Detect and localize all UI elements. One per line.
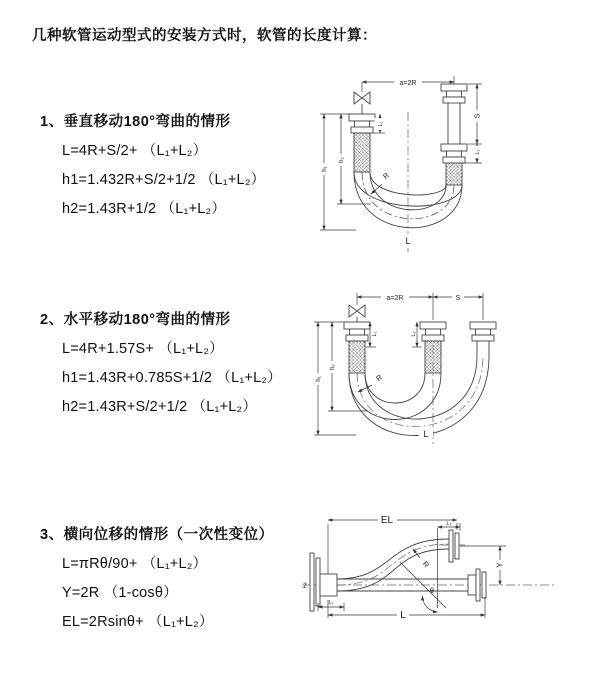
dim-label-el: EL — [380, 515, 394, 526]
formula-length: L=πRθ/90+ （L₁+L₂） — [62, 556, 208, 572]
dim-label-a2r: a=2R — [399, 80, 417, 87]
dim-label-l2: L₂ — [475, 149, 481, 155]
radius-label: R — [374, 372, 385, 384]
dim-label-l1: L₁ — [328, 600, 334, 606]
section-2-heading: 2、水平移动180°弯曲的情形 — [40, 312, 231, 328]
right-pipe — [470, 322, 496, 356]
braided-hose-section — [349, 341, 365, 373]
radius-label: R — [381, 170, 392, 182]
formula-h1: h1=1.43R+0.785S+1/2 （L₁+L₂） — [62, 370, 282, 386]
dimension-lines — [314, 293, 483, 435]
diagram-horizontal-move-180 — [308, 283, 595, 455]
dim-label-l2: L₂ — [446, 521, 452, 527]
flange — [349, 114, 375, 121]
middle-pipe — [420, 322, 446, 373]
section-horizontal-move — [40, 306, 282, 422]
braided-hose-section — [354, 133, 370, 172]
angle-label: θ — [430, 588, 434, 595]
right-pipe — [441, 84, 467, 185]
length-label: L — [400, 610, 406, 621]
upper-right-flange — [449, 530, 459, 562]
length-label: L — [423, 429, 429, 439]
construction-lines — [400, 528, 446, 612]
flange — [441, 84, 467, 91]
diagram-lateral-displacement — [298, 500, 598, 655]
dim-label-l1: L₁ — [378, 121, 384, 127]
dim-label-s: S — [474, 113, 482, 119]
valve-icon — [349, 305, 357, 317]
datum-label: Z̄ — [303, 584, 307, 590]
section-lateral-displacement — [40, 521, 274, 637]
braided-hose-section — [425, 341, 441, 373]
formula-h1: h1=1.432R+S/2+1/2 （L₁+L₂） — [62, 172, 266, 188]
formula-y: Y=2R （1-cosθ） — [62, 585, 178, 601]
left-pipe — [349, 82, 375, 172]
dim-label-y: Y — [495, 562, 505, 568]
braided-hose-section — [446, 163, 462, 185]
radius-label: R — [420, 559, 432, 570]
page-title: 几种软管运动型式的安装方式时，软管的长度计算： — [32, 28, 377, 44]
valve-icon — [354, 92, 362, 104]
formula-el: EL=2Rsinθ+ （L₁+L₂） — [62, 614, 214, 630]
flange — [420, 322, 446, 329]
formula-h2: h2=1.43R+1/2 （L₁+L₂） — [62, 201, 227, 217]
dim-label-a2r: a=2R — [386, 295, 404, 302]
formula-length: L=4R+1.57S+ （L₁+L₂） — [62, 341, 224, 357]
section-vertical-move — [40, 108, 265, 224]
dim-label-s: S — [455, 295, 461, 302]
section-3-heading: 3、横向位移的情形（一次性变位） — [40, 527, 274, 543]
dim-label-h2: h₂ — [339, 157, 345, 163]
flange — [344, 322, 370, 329]
section-1-heading: 1、垂直移动180°弯曲的情形 — [40, 114, 231, 130]
formula-h2: h2=1.43R+S/2+1/2 （L₁+L₂） — [62, 399, 258, 415]
left-pipe — [344, 293, 370, 373]
length-label: L — [405, 236, 411, 246]
dim-label-h1: h₁ — [316, 376, 322, 382]
flange — [470, 322, 496, 329]
formula-length: L=4R+S/2+ （L₁+L₂） — [62, 143, 208, 159]
right-lower-flange — [468, 569, 486, 601]
diagram-vertical-move-180 — [314, 72, 584, 260]
dim-label-h1: h₁ — [322, 166, 328, 172]
dim-label-h2: h₂ — [330, 364, 336, 370]
dim-label-l1: L₁ — [372, 331, 378, 337]
dim-label-l2: L₂ — [411, 331, 417, 337]
hose-curves — [349, 356, 489, 436]
flange — [441, 144, 467, 151]
